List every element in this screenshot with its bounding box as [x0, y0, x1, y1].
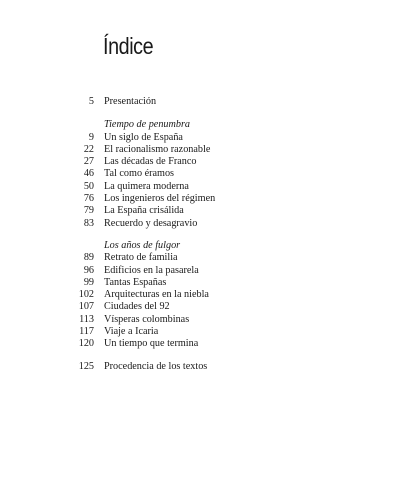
toc-entry: [0, 168, 400, 180]
toc-page-number: 117: [79, 326, 94, 338]
toc-page-number: 89: [83, 252, 94, 264]
toc-page-number: 102: [78, 289, 94, 301]
page-title: Índice: [103, 33, 154, 59]
toc-page-number: 113: [79, 313, 94, 325]
toc-entry-label: Los ingenieros del régimen: [104, 193, 216, 205]
toc-page-number: 79: [83, 205, 94, 217]
toc-entry: [0, 301, 400, 313]
toc-entry: [0, 156, 400, 168]
toc-entry-label: Edificios en la pasarela: [104, 264, 199, 276]
toc-page-number: 96: [83, 264, 94, 276]
toc-entry: [0, 338, 400, 350]
toc-entry-label: Un tiempo que termina: [104, 338, 199, 350]
toc-entry-label: Un siglo de España: [104, 131, 183, 143]
toc-entry-intro: [0, 96, 400, 108]
toc-page-number: 5: [88, 96, 94, 107]
toc-page-number: 50: [83, 180, 94, 192]
toc-page-number: 76: [83, 193, 94, 205]
toc-section-heading-2: Los años de fulgor: [104, 239, 181, 251]
toc-entry-label: La quimera moderna: [104, 180, 189, 192]
toc-entry-label: La España crisálida: [104, 205, 184, 217]
toc-entry: [0, 132, 400, 144]
toc-entry: [0, 326, 400, 338]
toc-entry-label: Viaje a Icaria: [104, 326, 159, 338]
toc-entry: [0, 205, 400, 217]
toc-entry-label: Ciudades del 92: [104, 301, 170, 313]
toc-entry-label: Presentación: [104, 96, 157, 107]
toc-page-number: 107: [78, 301, 94, 313]
toc-entry: [0, 218, 400, 230]
toc-entry: [0, 265, 400, 277]
toc-entry-label: Tantas Españas: [104, 276, 167, 288]
toc-entry: [0, 314, 400, 326]
toc-entry-label: Procedencia de los textos: [104, 360, 208, 372]
toc-page-number: 83: [83, 217, 94, 229]
toc-entry-label: Recuerdo y desagravio: [104, 217, 198, 229]
toc-entry: [0, 277, 400, 289]
toc-entry-label: Retrato de familia: [104, 252, 178, 264]
toc-entry: [0, 193, 400, 205]
toc-entry-label: Vísperas colombinas: [104, 313, 190, 325]
toc-page-number: 125: [78, 360, 94, 372]
table-of-contents: [0, 96, 400, 373]
toc-page-number: 27: [83, 156, 94, 168]
toc-page-number: 120: [78, 338, 94, 350]
toc-page-number: 9: [88, 131, 94, 143]
toc-entry: [0, 181, 400, 193]
toc-entry-label: Las décadas de Franco: [104, 156, 197, 168]
toc-entry-outro: [0, 361, 400, 373]
toc-page-number: 99: [83, 276, 94, 288]
toc-entry-label: Tal como éramos: [104, 168, 175, 180]
toc-section-heading-1: Tiempo de penumbra: [104, 119, 191, 131]
toc-entry: [0, 144, 400, 156]
toc-entry: [0, 289, 400, 301]
toc-page-number: 46: [83, 168, 94, 180]
toc-entry-label: El racionalismo razonable: [104, 143, 211, 155]
toc-entry-label: Arquitecturas en la niebla: [104, 289, 209, 301]
toc-page-number: 22: [83, 143, 94, 155]
toc-entry: [0, 252, 400, 264]
